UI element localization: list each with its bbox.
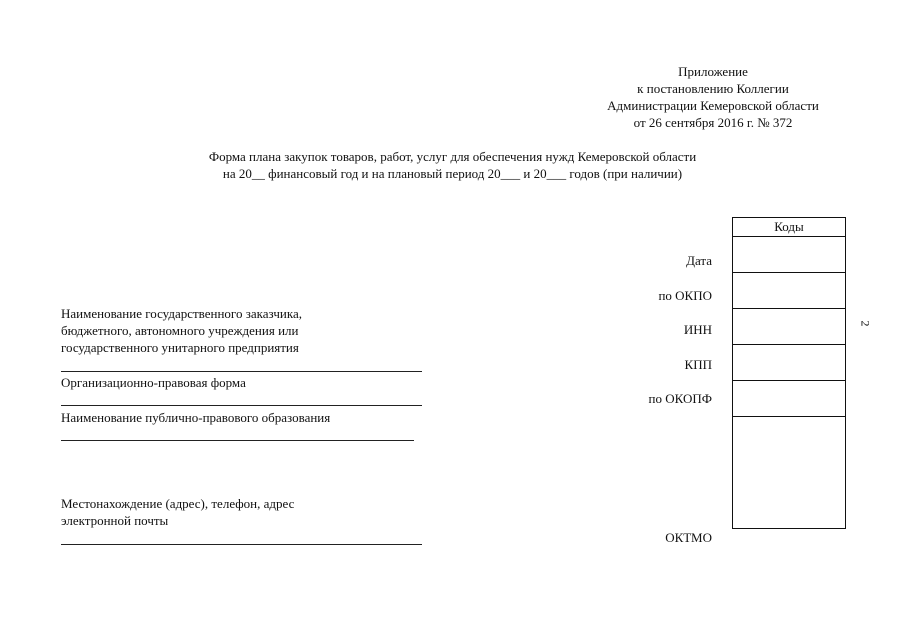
okpo-cell[interactable]	[733, 273, 845, 309]
label-line: Наименование государственного заказчика,	[61, 306, 302, 321]
codes-table	[732, 217, 846, 529]
form-title	[0, 148, 905, 182]
public-entity-label: Наименование публично-правового образования	[61, 410, 331, 425]
date-label: Дата	[686, 253, 712, 268]
kpp-label: КПП	[684, 357, 712, 372]
inn-cell[interactable]	[733, 309, 845, 345]
customer-name-line	[61, 371, 422, 372]
oktmo-cell[interactable]	[733, 417, 845, 527]
label-line: государственного унитарного предприятия	[61, 340, 299, 355]
customer-name-label	[61, 305, 302, 356]
page-number: 2	[858, 320, 873, 327]
appendix-line: от 26 сентября 2016 г. № 372	[633, 115, 793, 130]
okpo-label: по ОКПО	[658, 288, 712, 303]
appendix-line: Администрации Кемеровской области	[607, 98, 819, 113]
form-title-line: на 20__ финансовый год и на плановый период 20___ и 20___ годов (при наличии)	[222, 166, 683, 181]
label-line: электронной почты	[61, 513, 169, 528]
inn-label: ИНН	[683, 322, 712, 337]
legal-form-label: Организационно-правовая форма	[61, 375, 246, 390]
oktmo-label: ОКТМО	[665, 530, 712, 545]
appendix-header	[583, 63, 843, 131]
location-line	[61, 544, 422, 545]
public-entity-line	[61, 440, 414, 441]
appendix-line: к постановлению Коллегии	[637, 81, 789, 96]
location-label	[61, 495, 294, 529]
okopf-label: по ОКОПФ	[648, 391, 712, 406]
label-line: Местонахождение (адрес), телефон, адрес	[61, 496, 295, 511]
appendix-line: Приложение	[678, 64, 748, 79]
label-line: бюджетного, автономного учреждения или	[61, 323, 299, 338]
date-cell[interactable]	[733, 237, 845, 273]
codes-header: Коды	[733, 218, 845, 237]
form-title-line: Форма плана закупок товаров, работ, услуг для обеспечения нужд Кемеровской области	[208, 149, 697, 164]
kpp-cell[interactable]	[733, 345, 845, 381]
okopf-cell[interactable]	[733, 381, 845, 417]
legal-form-line	[61, 405, 422, 406]
